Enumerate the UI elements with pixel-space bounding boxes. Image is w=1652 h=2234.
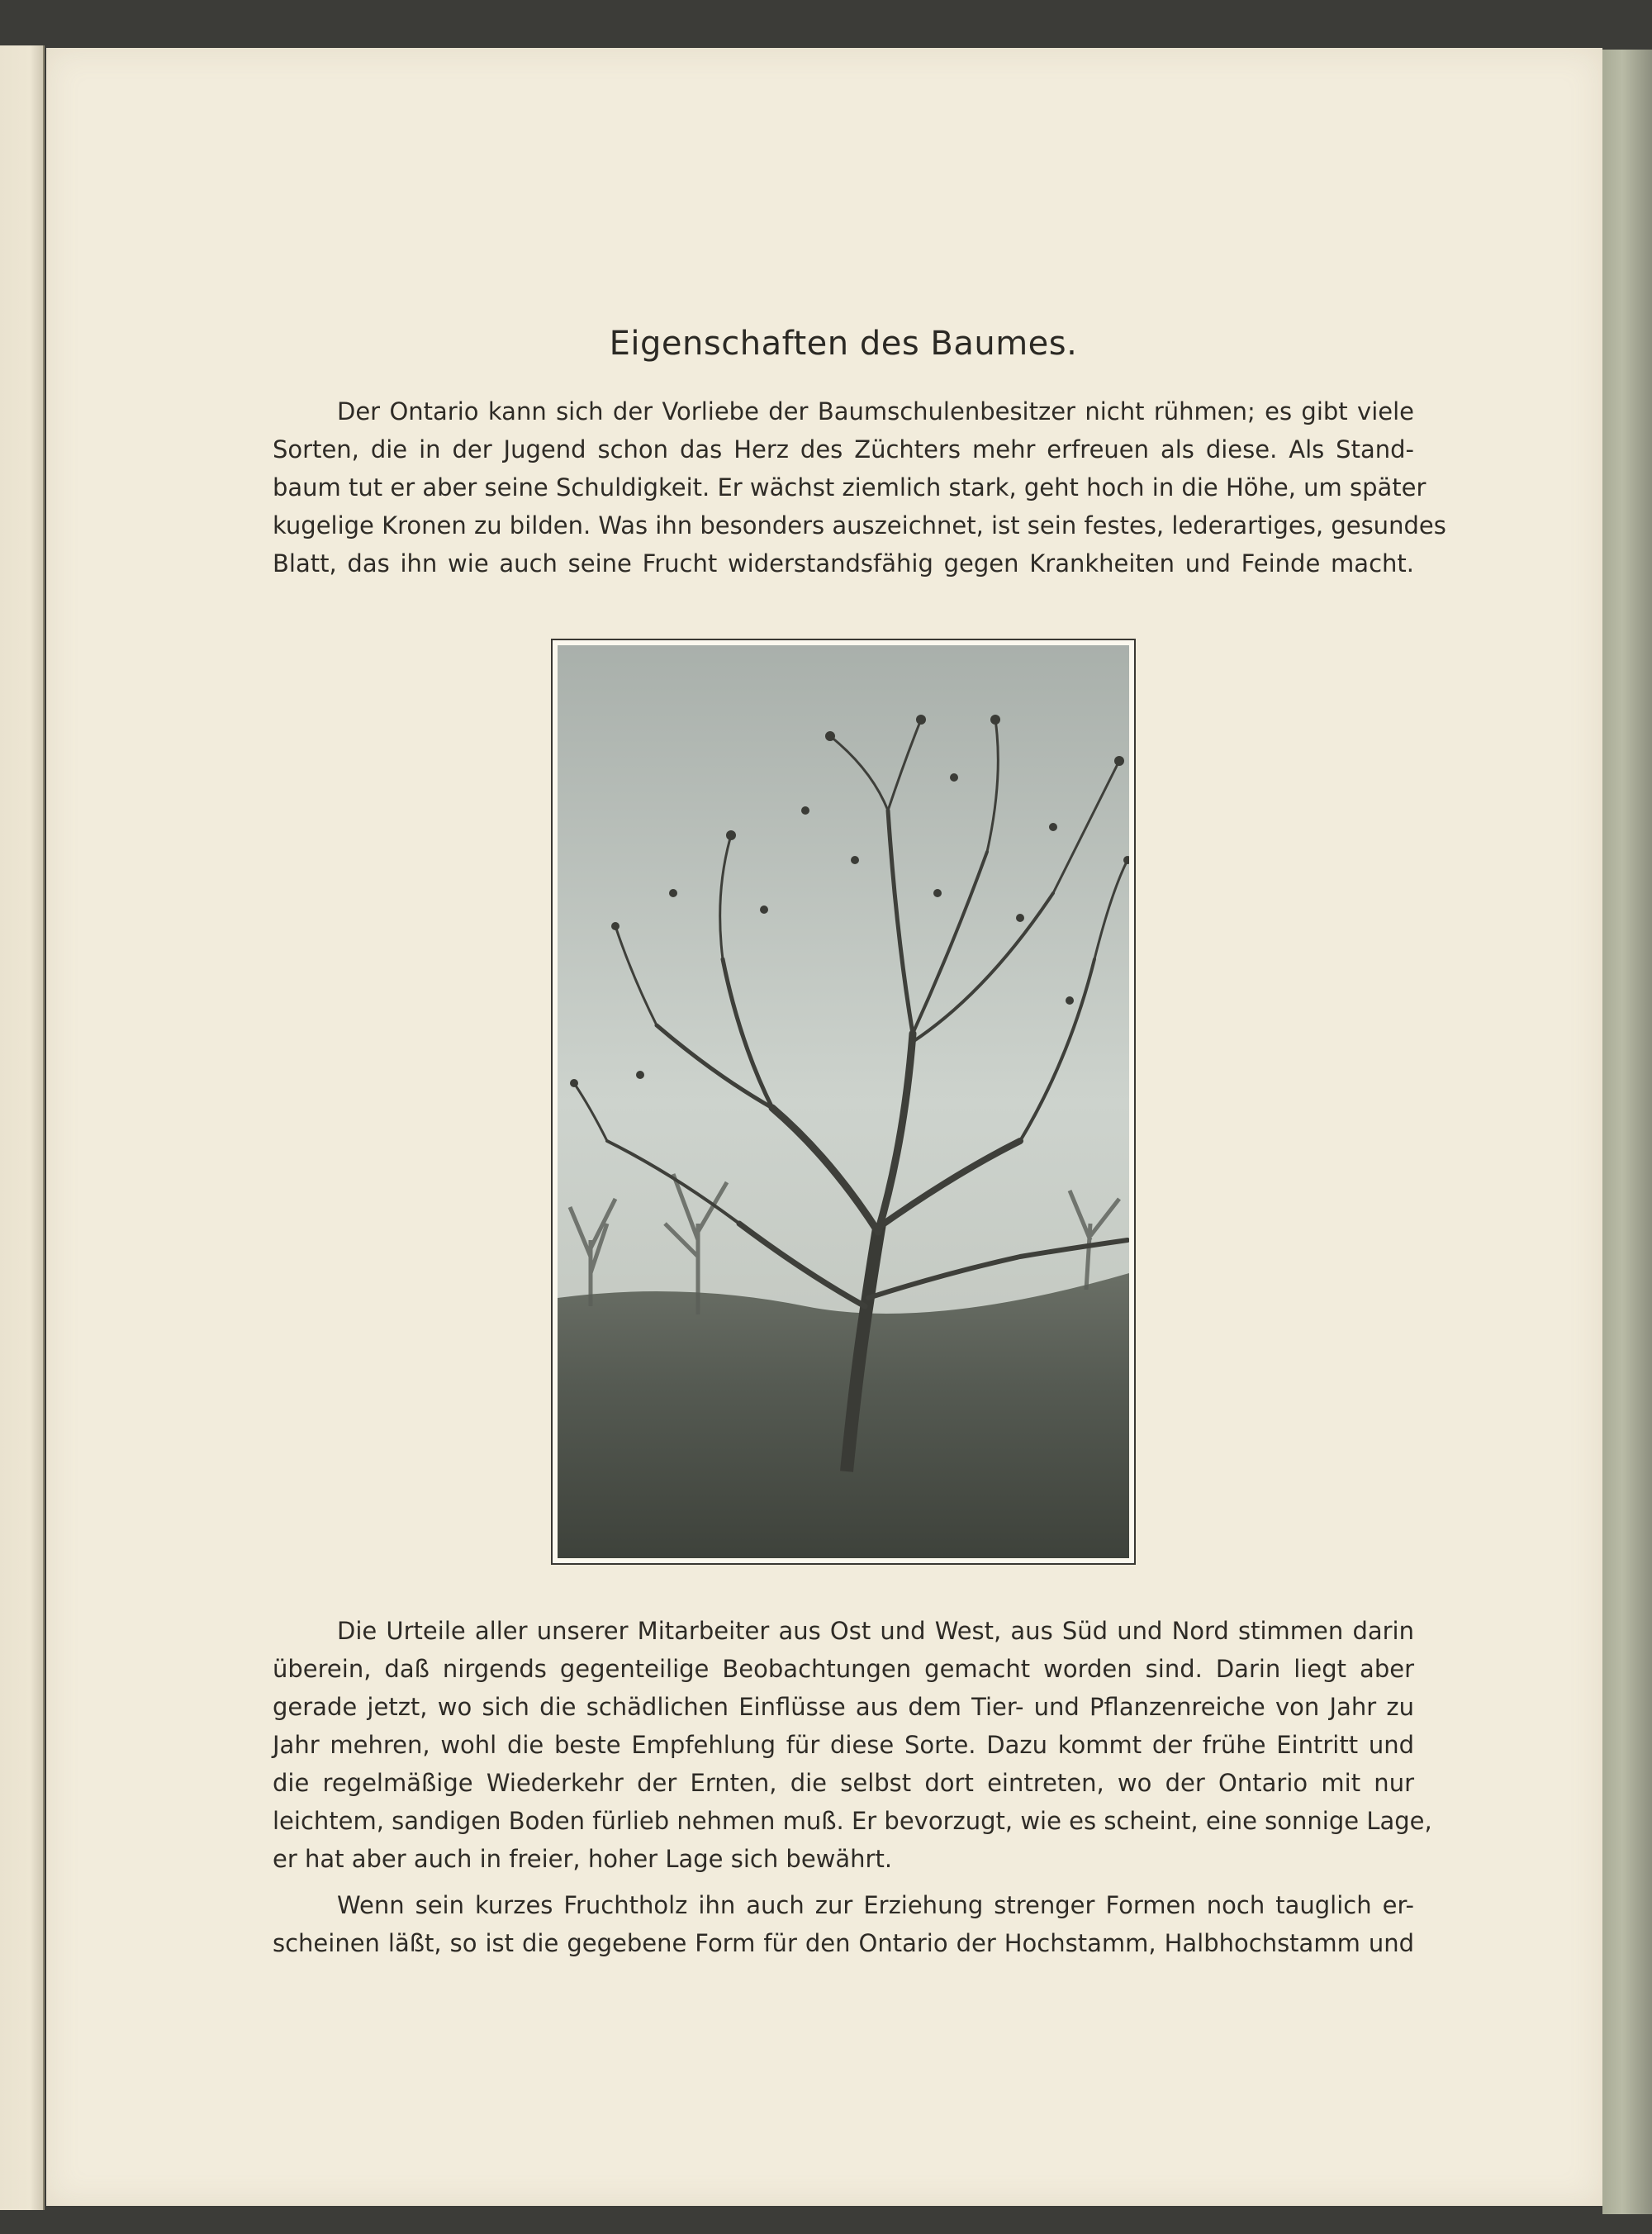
tree-photograph-frame: [551, 639, 1136, 1565]
page-title: Eigenschaften des Baumes.: [609, 325, 1078, 363]
book-page: [46, 48, 1602, 2206]
paragraph-line: gerade jetzt, wo sich die schädlichen Einflüsse aus dem Tier- und Pflanzenreiche von Jahr zu: [273, 1693, 1414, 1721]
tree-photograph: [558, 645, 1129, 1558]
paragraph-line: leichtem, sandigen Boden fürlieb nehmen muß. Er bevorzugt, wie es scheint, eine sonnige Lage,: [273, 1807, 1432, 1835]
left-page-edge: [0, 45, 45, 2210]
paragraph-1: [273, 392, 1446, 582]
paragraph-line: Jahr mehren, wohl die beste Empfehlung für diese Sorte. Dazu kommt der frühe Eintritt und: [273, 1731, 1414, 1759]
paragraph-line: kugelige Kronen zu bilden. Was ihn besonders auszeichnet, ist sein festes, lederartiges, gesundes: [273, 511, 1446, 539]
paragraph-2: [273, 1612, 1432, 1878]
paragraph-line: überein, daß nirgends gegenteilige Beobachtungen gemacht worden sind. Darin liegt aber: [273, 1655, 1414, 1683]
paragraph-line: Die Urteile aller unserer Mitarbeiter aus Ost und West, aus Süd und Nord stimmen darin: [337, 1617, 1414, 1645]
right-page-edge: [1602, 50, 1652, 2214]
paragraph-line: scheinen läßt, so ist die gegebene Form für den Ontario der Hochstamm, Halbhochstamm und: [273, 1929, 1414, 1957]
paragraph-line: Blatt, das ihn wie auch seine Frucht widerstandsfähig gegen Krankheiten und Feinde macht.: [273, 549, 1414, 578]
paragraph-line: die regelmäßige Wiederkehr der Ernten, die selbst dort eintreten, wo der Ontario mit nur: [273, 1769, 1414, 1797]
paragraph-3: [273, 1886, 1414, 1962]
paragraph-line: Sorten, die in der Jugend schon das Herz des Züchters mehr erfreuen als diese. Als Stand-: [273, 435, 1414, 463]
tree-illustration: [558, 645, 1129, 1558]
paragraph-line: baum tut er aber seine Schuldigkeit. Er wächst ziemlich stark, geht hoch in die Höhe, um später: [273, 473, 1427, 501]
paragraph-line: Wenn sein kurzes Fruchtholz ihn auch zur Erziehung strenger Formen noch tauglich er-: [337, 1891, 1414, 1919]
paragraph-line: er hat aber auch in freier, hoher Lage sich bewährt.: [273, 1845, 893, 1873]
paragraph-line: Der Ontario kann sich der Vorliebe der Baumschulenbesitzer nicht rühmen; es gibt viele: [337, 397, 1414, 425]
